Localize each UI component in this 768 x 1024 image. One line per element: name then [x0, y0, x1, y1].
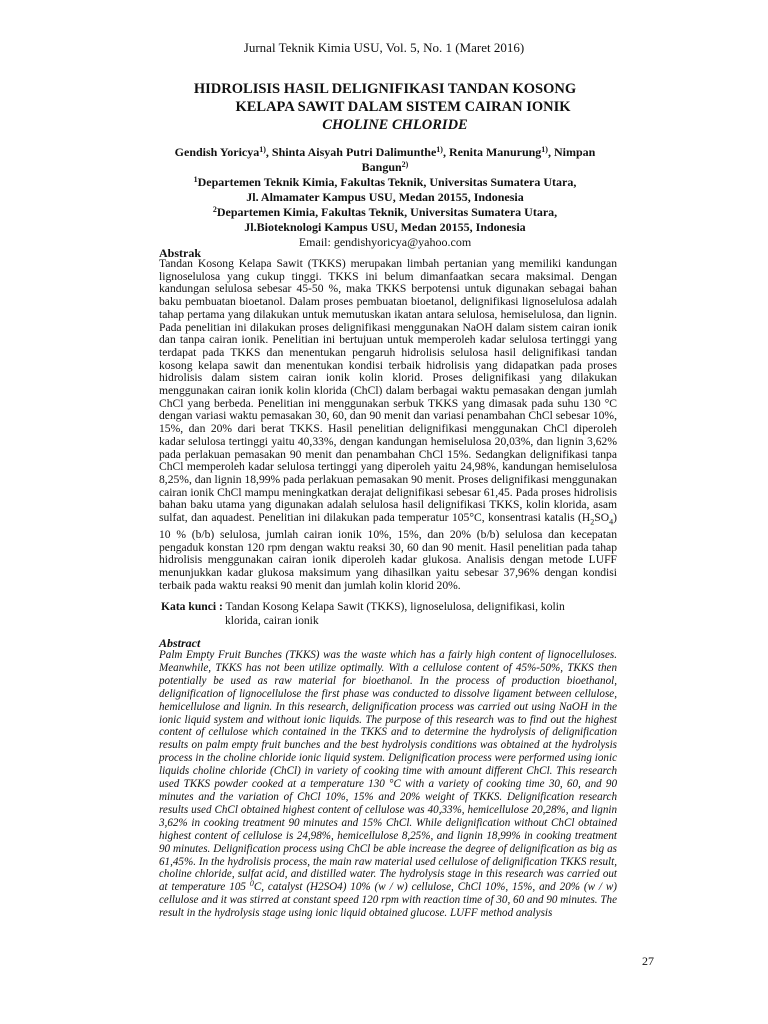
keywords-line-2: klorida, cairan ionik	[225, 614, 319, 627]
author-sup: 2)	[401, 160, 409, 169]
abstract-heading: Abstract	[159, 636, 201, 650]
journal-header: Jurnal Teknik Kimia USU, Vol. 5, No. 1 (Maret 2016)	[243, 40, 525, 55]
affiliation-2-address: Jl.Bioteknologi Kampus USU, Medan 20155, Indonesia	[244, 220, 526, 234]
keywords	[161, 600, 581, 628]
paper-title	[150, 80, 620, 134]
title-line-2: KELAPA SAWIT DALAM SISTEM CAIRAN IONIK	[235, 99, 571, 115]
abstrak-body: Tandan Kosong Kelapa Sawit (TKKS) merupakan limbah pertanian yang memiliki kandungan lignoselulosa yang cukup tinggi. TKKS ini belum dimanfaatkan secara maksimal. Dengan kandungan selulosa sebesar 45-50 %, maka TKKS berpotensi untuk digunakan sebagai bahan baku pembuatan bioetanol. Dalam proses pembuatan bioetanol, delignifikasi lignoselulosa adalah tahap pertama yang dilakukan untuk memutuskan ikatan antara selulosa, hemiselulosa, dan lignin. Pada penelitian ini dilakukan proses delignifikasi menggunakan NaOH dalam sistem cairan ionik dan tanpa cairan ionik. Penelitian ini bertujuan untuk memperoleh kadar selulosa tertinggi yang terdapat pada TKKS dan menentukan pengaruh hidrolisis selulosa hasil delignifikasi tandan kosong kelapa sawit dan menentukan kondisi terbaik hidrolisis yang didapatkan pada proses hidrolisis dalam sistem cairan ionik kolin klorid. Proses delignifikasi yang dilakukan menggunakan cairan ionik kolin klorida (ChCl) dalam berbagai waktu pemasakan dengan jumlah ChCl yang berbeda. Penelitian ini menggunakan serbuk TKKS yang dimasak pada suhu 130 °C dengan variasi waktu pemasakan 30, 60, dan 90 menit dan variasi penambahan ChCl sebesar 10%, 15%, dan 20% dari berat TKKS. Hasil penelitian delignifikasi menggunakan ChCl diperoleh kadar selulosa tertinggi yaitu 40,33%, dengan kandungan hemiselulosa 20,03%, dan lignin 3,62% pada perlakuan pemasakan 90 menit dan penambahan ChCl 15%. Sedangkan delignifikasi tanpa ChCl memperoleh kadar selulosa tertinggi yang diperoleh yaitu 24,98%, kandungan hemiselulosa 8,25%, dan lignin 18,99% pada perlakuan pemasakan 90 menit. Proses delignifikasi menggunakan cairan ionik ChCl mampu meningkatkan derajat delignifikasi sebesar 61,45. Pada proses hidrolisis bahan baku utama yang digunakan adalah selulosa hasil delignifikasi TKKS, kolin klorida, asam sulfat, dan aquadest. Penelitian ini dilakukan pada temperatur 105°C, konsentrasi katalis $(H_2SO_4)$ 10 % (b/b) selulosa, jumlah cairan ionik 10%, 15%, dan 20% (b/b) selulosa dan kecepatan pengaduk konstan 120 rpm dengan waktu reaksi 30, 60 dan 90 menit. Hasil penelitian pada tahap hidrolisis menggunakan cairan ionik diperoleh kadar glukosa. Analisis dengan metode LUFF menunjukkan kadar glukosa maksimum yang dihasilkan yaitu sebesar 37,96% dengan kondisi terbaik pada waktu reaksi 90 menit dan jumlah kolin klorid 20%.	[159, 257, 617, 592]
keywords-label: Kata kunci :	[161, 600, 223, 613]
author-name: , Shinta Aisyah Putri Dalimunthe	[265, 145, 437, 159]
abstrak-heading: Abstrak	[159, 246, 202, 260]
affiliation-1: $^1$Departemen Teknik Kimia, Fakultas Teknik, Universitas Sumatera Utara,	[193, 175, 577, 189]
author-email: Email: gendishyoricya@yahoo.com	[298, 235, 472, 249]
author-sup: 1)	[436, 145, 443, 154]
page-number: 27	[642, 954, 654, 968]
author-name: , Renita Manurung	[442, 145, 542, 159]
author-name: Gendish Yoricya	[174, 145, 260, 159]
title-line-1: HIDROLISIS HASIL DELIGNIFIKASI TANDAN KOSONG	[193, 81, 577, 97]
affiliation-1-address: Jl. Almamater Kampus USU, Medan 20155, Indonesia	[246, 190, 524, 204]
author-name: , Nimpan Bangun	[361, 145, 596, 174]
title-line-3: CHOLINE CHLORIDE	[322, 117, 468, 133]
author-sup: 1)	[259, 145, 266, 154]
author-block	[150, 145, 620, 250]
keywords-line-1: Tandan Kosong Kelapa Sawit (TKKS), lignoselulosa, delignifikasi, kolin	[225, 600, 565, 613]
affiliation-2: $^2$Departemen Kimia, Fakultas Teknik, Universitas Sumatera Utara,	[212, 205, 558, 219]
abstract-body: Palm Empty Fruit Bunches (TKKS) was the waste which has a fairly high content of lignocelluloses. Meanwhile, TKKS has not been utilize optimally. With a cellulose content of 45%-50%, TKKS then potentially be used as raw material for bioethanol. In the process of production bioethanol, delignification of lignocellulose the first phase was conducted to dissolve ligament between cellulose, hemicellulose and lignin. In this research, delignification process was carried out using NaOH in the ionic liquid system and without ionic liquids. The purpose of this research was to find out the highest content of cellulose which contained in the TKKS and to determine the hydrolysis of delignification results on palm empty fruit bunches and the best hydrolysis conditions was obtained at the hydrolysis process in the choline chloride ionic liquid system. Delignification process were performed using ionic liquids choline chloride (ChCl) in variety of cooking time with amount different ChCl. This research used TKKS powder cooked at a temperature 130 °C with a variety of cooking time 30, 60, and 90 minutes and the variation of ChCl 10%, 15% and 20% weight of TKKS. Delignification research results used ChCl obtained highest content of cellulose was 40,33%, hemicellulose 20,28%, and lignin 3,62% in cooking treatment 90 minutes and 15% ChCl. While delignification without ChCl obtained highest content of cellulose is 24,98%, hemicellulose 8,25%, and lignin 18,99% in cooking treatment 90 minutes. Delignification process using ChCl be able increase the degree of delignification as big as 61,45%. In the hydrolisis process, the main raw material used cellulose of delignification TKKS result, choline chloride, sulfat acid, and distilled water. The hydrolysis stage in this research was carried out at temperature 105 $^0$C, catalyst (H2SO4) 10% (w / w) cellulose, ChCl 10%, 15%, and 20% (w / w) cellulose and it was stirred at constant speed 120 rpm with reaction time of 30, 60 and 90 minutes. The result in the hydrolysis stage using ionic liquid obtained glucose. LUFF method analysis	[159, 649, 617, 920]
author-sup: 1)	[541, 145, 548, 154]
author-list	[150, 145, 620, 175]
